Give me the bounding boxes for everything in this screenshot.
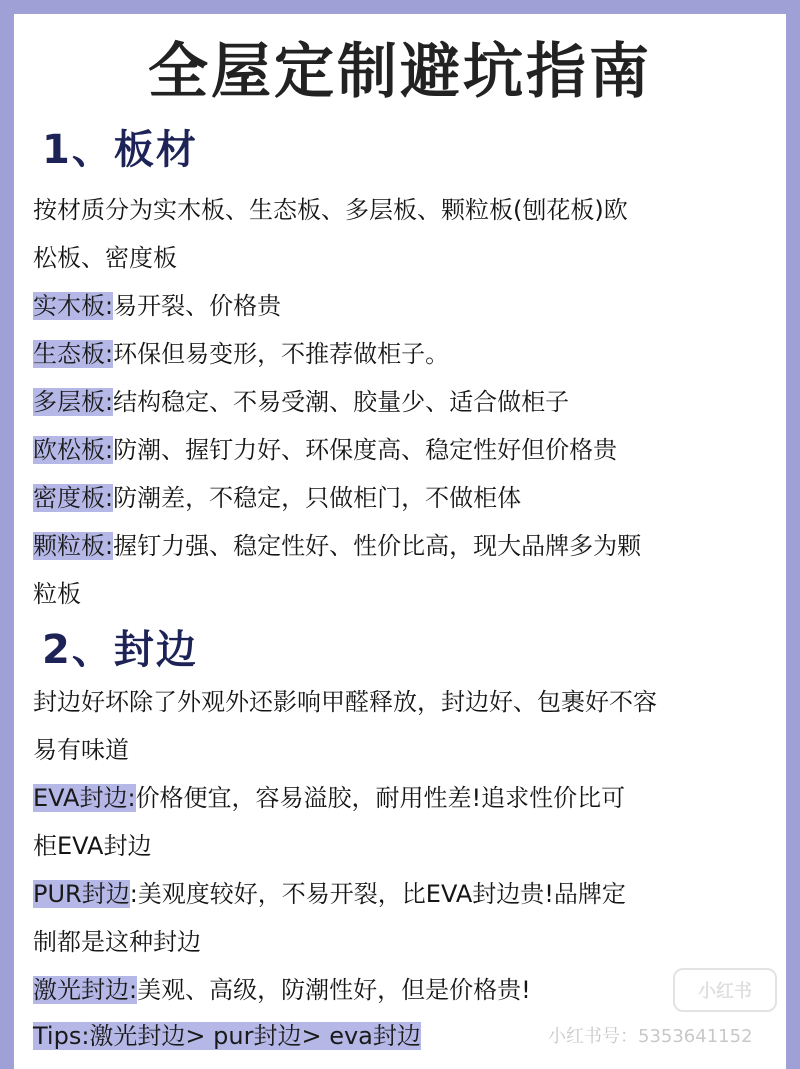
item-text: 环保但易变形，不推荐做柜子。 <box>113 340 450 368</box>
tips-line <box>33 1016 421 1051</box>
edge-item-eva <box>33 778 625 813</box>
item-label: 生态板: <box>33 340 114 368</box>
item-label: EVA封边: <box>33 784 136 812</box>
item-text: 握钉力强、稳定性好、性价比高，现大品牌多为颗 <box>113 532 642 560</box>
section-heading-text: 1、板材 <box>36 118 204 175</box>
page-title: 全屋定制避坑指南 <box>148 37 652 107</box>
item-label: 激光封边: <box>33 976 138 1004</box>
board-item-multilayer <box>33 382 569 417</box>
item-label: 密度板: <box>33 484 114 512</box>
item-label: 颗粒板: <box>33 532 114 560</box>
item-text: 易开裂、价格贵 <box>113 292 282 320</box>
board-item-particle <box>33 526 641 561</box>
watermark-id: 小红书号：5353641152 <box>548 1026 753 1047</box>
edge-item-laser <box>33 970 531 1005</box>
item-label: PUR封边 <box>33 880 130 908</box>
item-text: 防潮、握钉力好、环保度高、稳定性好但价格贵 <box>113 436 618 464</box>
board-item-particle-cont: 粒板 <box>33 580 81 608</box>
edge-intro-line2: 易有味道 <box>33 736 129 764</box>
item-text: 防潮差，不稳定，只做柜门，不做柜体 <box>113 484 522 512</box>
item-text: 美观、高级，防潮性好，但是价格贵! <box>137 976 531 1004</box>
watermark-logo: 小红书 <box>673 968 777 1012</box>
edge-item-eva-cont: 柜EVA封边 <box>33 832 152 860</box>
item-label: 多层板: <box>33 388 114 416</box>
item-label: 欧松板: <box>33 436 114 464</box>
board-item-osb <box>33 430 617 465</box>
section-heading-boards <box>36 118 204 175</box>
board-item-eco <box>33 334 449 369</box>
item-label: 实木板: <box>33 292 114 320</box>
boards-intro-line2: 松板、密度板 <box>33 244 177 272</box>
section-heading-edge-banding <box>36 618 204 675</box>
item-text: 价格便宜，容易溢胶，耐用性差!追求性价比可 <box>135 784 626 812</box>
edge-intro-line1: 封边好坏除了外观外还影响甲醛释放，封边好、包裹好不容 <box>33 688 657 716</box>
section-heading-text: 2、封边 <box>36 618 204 675</box>
board-item-solid-wood <box>33 286 281 321</box>
board-item-mdf <box>33 478 521 513</box>
tips-text: Tips:激光封边> pur封边> eva封边 <box>33 1022 421 1050</box>
boards-intro-line1: 按材质分为实木板、生态板、多层板、颗粒板(刨花板)欧 <box>33 196 628 224</box>
item-text: :美观度较好，不易开裂，比EVA封边贵!品牌定 <box>129 880 626 908</box>
edge-item-pur <box>33 874 626 909</box>
edge-item-pur-cont: 制都是这种封边 <box>33 928 201 956</box>
item-text: 结构稳定、不易受潮、胶量少、适合做柜子 <box>113 388 570 416</box>
